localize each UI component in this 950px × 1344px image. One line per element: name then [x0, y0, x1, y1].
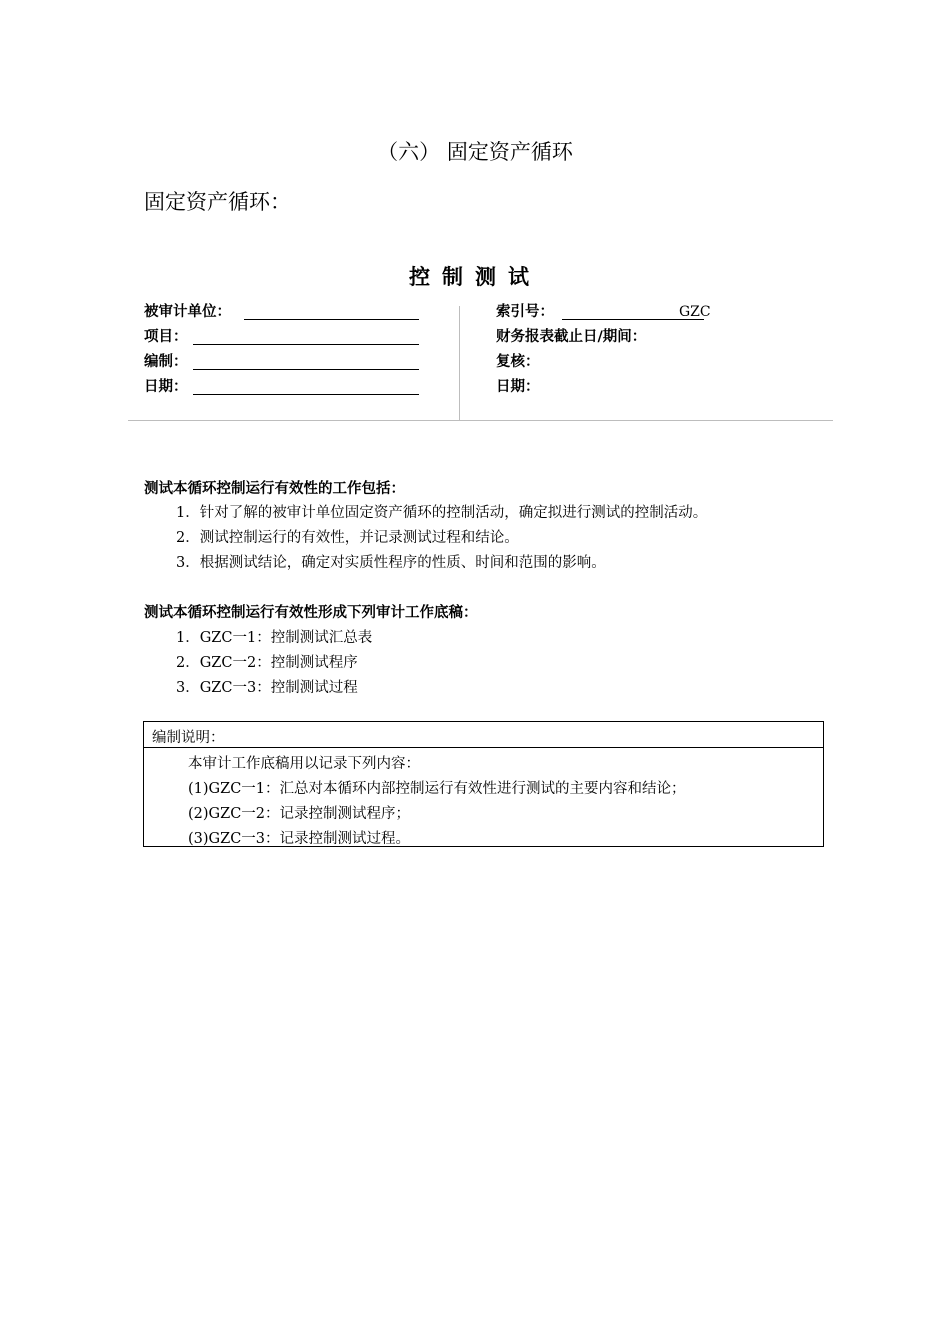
- work-scope-heading: 测试本循环控制运行有效性的工作包括：: [144, 481, 405, 497]
- period-label: 财务报表截止日/期间：: [496, 329, 647, 345]
- note-item: (2)GZC一2：记录控制测试程序；: [188, 806, 411, 822]
- note-item: (1)GZC一1：汇总对本循环内部控制运行有效性进行测试的主要内容和结论；: [188, 781, 686, 797]
- prepared-by-label: 编制：: [144, 354, 188, 370]
- header-divider: [459, 306, 460, 420]
- notes-header: 编制说明：: [152, 730, 225, 746]
- section-title: 固定资产循环：: [144, 190, 291, 214]
- notes-intro: 本审计工作底稿用以记录下列内容：: [188, 756, 420, 772]
- date-field-left[interactable]: [193, 394, 419, 395]
- list-item: 1．针对了解的被审计单位固定资产循环的控制活动，确定拟进行测试的控制活动。: [176, 505, 708, 521]
- list-item: 1．GZC一1：控制测试汇总表: [176, 630, 373, 646]
- index-value: GZC: [679, 304, 711, 320]
- form-title: 控制测试: [409, 265, 541, 289]
- note-item: (3)GZC一3：记录控制测试过程。: [188, 831, 411, 847]
- review-label: 复核：: [496, 354, 540, 370]
- working-papers-heading: 测试本循环控制运行有效性形成下列审计工作底稿：: [144, 605, 478, 621]
- project-field[interactable]: [193, 344, 419, 345]
- date-label-left: 日期：: [144, 379, 188, 395]
- main-title: （六） 固定资产循环: [377, 140, 573, 164]
- list-item: 2．测试控制运行的有效性，并记录测试过程和结论。: [176, 530, 519, 546]
- list-item: 2．GZC一2：控制测试程序: [176, 655, 358, 671]
- header-rule: [128, 420, 833, 421]
- prepared-by-field[interactable]: [193, 369, 419, 370]
- list-item: 3．根据测试结论，确定对实质性程序的性质、时间和范围的影响。: [176, 555, 606, 571]
- list-item: 3．GZC一3：控制测试过程: [176, 680, 358, 696]
- date-label-right: 日期：: [496, 379, 540, 395]
- notes-header-rule: [143, 747, 824, 748]
- index-label: 索引号：: [496, 304, 554, 320]
- auditee-field[interactable]: [244, 319, 419, 320]
- project-label: 项目：: [144, 329, 188, 345]
- auditee-label: 被审计单位：: [144, 304, 231, 320]
